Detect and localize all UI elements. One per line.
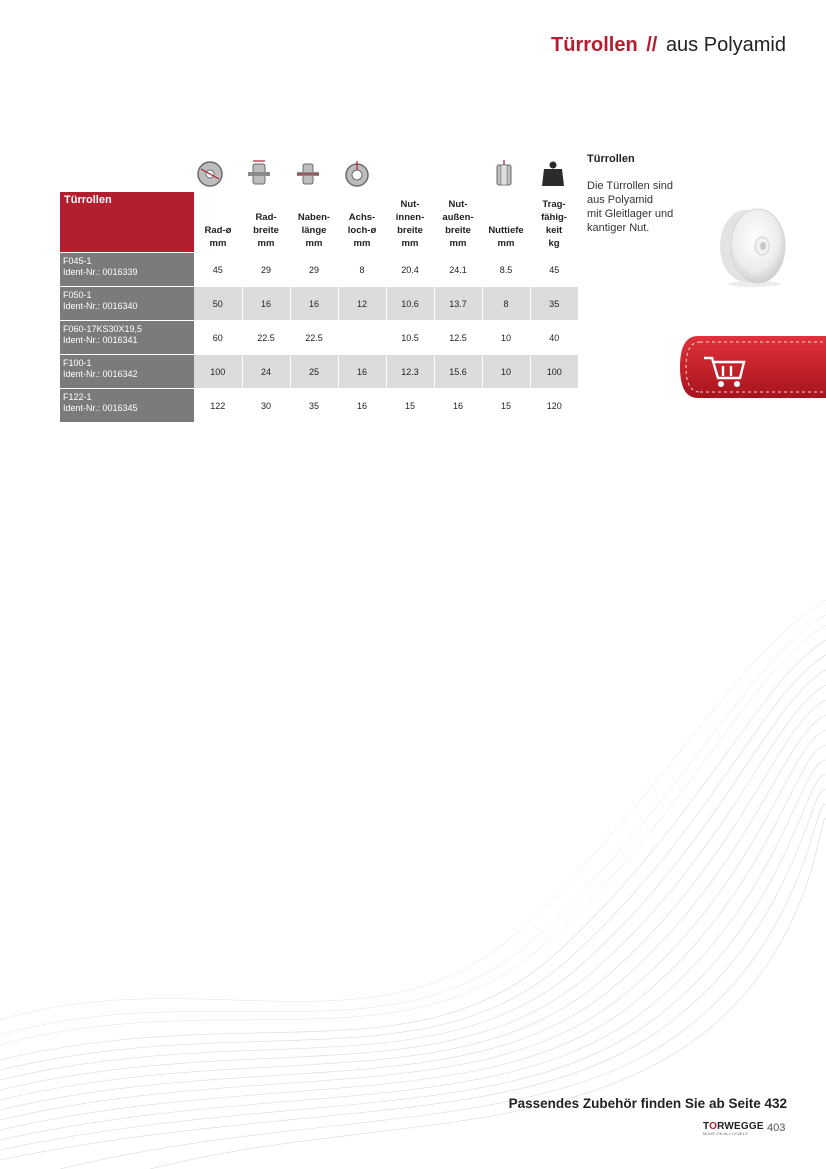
- table-cell: 13.7: [434, 287, 482, 321]
- row-label: F060-17KS30X19,5 Ident-Nr.: 0016341: [60, 321, 194, 355]
- table-cell: 100: [530, 355, 578, 389]
- title-bold: Türrollen: [551, 34, 638, 56]
- table-cell: 10: [482, 321, 530, 355]
- table-cell: 100: [194, 355, 242, 389]
- col-header-tragfaehigkeit: Trag- fähig- keit kg: [541, 199, 567, 249]
- table-cell: 10.6: [386, 287, 434, 321]
- table-cell: 8: [482, 287, 530, 321]
- row-label: F045-1 Ident-Nr.: 0016339: [60, 253, 194, 287]
- table-cell: 16: [338, 355, 386, 389]
- table-cell: 29: [290, 253, 338, 287]
- table-cell: 122: [194, 389, 242, 423]
- table-header-label: Türrollen: [60, 192, 194, 253]
- product-image-wheel: [716, 206, 788, 288]
- table-cell: 8.5: [482, 253, 530, 287]
- table-cell: 10: [482, 355, 530, 389]
- table-cell: 22.5: [242, 321, 290, 355]
- col-header-nut-innenbreite: Nut- innen- breite mm: [395, 199, 425, 249]
- weight-icon: [529, 156, 577, 192]
- page-number: 403: [767, 1122, 786, 1134]
- table-cell: 16: [338, 389, 386, 423]
- table-row: [60, 253, 578, 287]
- table-cell: 24.1: [434, 253, 482, 287]
- table-cell: 15.6: [434, 355, 482, 389]
- table-cell: 50: [194, 287, 242, 321]
- table-cell: 25: [290, 355, 338, 389]
- table-cell: 45: [530, 253, 578, 287]
- table-cell: 24: [242, 355, 290, 389]
- page-title: [551, 34, 786, 57]
- description-line: mit Gleitlager und: [587, 208, 674, 220]
- table-row: [60, 389, 578, 423]
- nuttiefe-icon: [480, 156, 528, 192]
- table-cell: [338, 321, 386, 355]
- row-label: F122-1 Ident-Nr.: 0016345: [60, 389, 194, 423]
- table-cell: 12.3: [386, 355, 434, 389]
- table-cell: 20.4: [386, 253, 434, 287]
- table-cell: 40: [530, 321, 578, 355]
- title-separator: //: [646, 34, 658, 56]
- rad-diameter-icon: [186, 156, 234, 192]
- table-row: [60, 287, 578, 321]
- table-row: [60, 355, 578, 389]
- achsloch-icon: [333, 156, 381, 192]
- row-label: F050-1 Ident-Nr.: 0016340: [60, 287, 194, 321]
- spec-table: [60, 192, 578, 422]
- table-cell: 16: [242, 287, 290, 321]
- table-cell: 8: [338, 253, 386, 287]
- col-header-rad-breite: Rad- breite mm: [253, 212, 279, 249]
- table-cell: 15: [482, 389, 530, 423]
- col-header-nut-aussenbreite: Nut- außen- breite mm: [442, 199, 474, 249]
- description-line: kantiger Nut.: [587, 222, 650, 234]
- table-cell: 30: [242, 389, 290, 423]
- col-header-rad-diameter: Rad-ø mm: [204, 225, 232, 249]
- table-cell: 35: [290, 389, 338, 423]
- sidebar-title: Türrollen: [587, 153, 635, 165]
- table-cell: 60: [194, 321, 242, 355]
- table-cell: 29: [242, 253, 290, 287]
- brand-logo: TORWEGGE MOVE ON ALL LEVELS: [703, 1121, 764, 1136]
- table-cell: 45: [194, 253, 242, 287]
- table-cell: 35: [530, 287, 578, 321]
- table-row: [60, 321, 578, 355]
- table-cell: 12.5: [434, 321, 482, 355]
- shopping-cart-ribbon[interactable]: [678, 328, 826, 408]
- rad-breite-icon: [235, 156, 283, 192]
- description-line: aus Polyamid: [587, 194, 654, 206]
- table-cell: 10.5: [386, 321, 434, 355]
- table-cell: 22.5: [290, 321, 338, 355]
- table-header-row: [60, 192, 578, 253]
- accessory-reference: Passendes Zubehör finden Sie ab Seite 432: [508, 1096, 787, 1111]
- table-cell: 120: [530, 389, 578, 423]
- table-cell: 16: [434, 389, 482, 423]
- table-cell: 12: [338, 287, 386, 321]
- naben-laenge-icon: [284, 156, 332, 192]
- table-cell: 16: [290, 287, 338, 321]
- col-header-achsloch: Achs- loch-ø mm: [347, 212, 377, 249]
- col-header-nuttiefe: Nuttiefe mm: [488, 225, 524, 249]
- product-description: [587, 152, 687, 235]
- col-header-naben-laenge: Naben- länge mm: [297, 212, 331, 249]
- description-line: Die Türrollen sind: [587, 180, 674, 192]
- table-cell: 15: [386, 389, 434, 423]
- title-rest: aus Polyamid: [665, 34, 786, 56]
- row-label: F100-1 Ident-Nr.: 0016342: [60, 355, 194, 389]
